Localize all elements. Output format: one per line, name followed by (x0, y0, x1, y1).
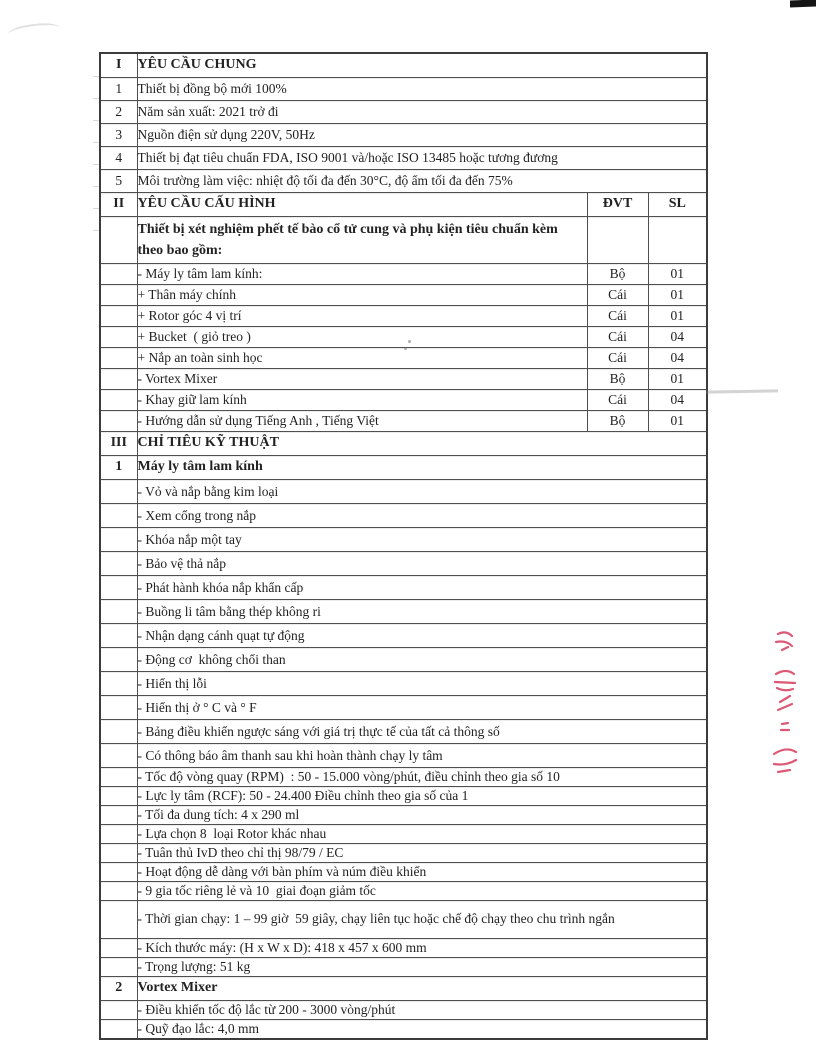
row-number-cell (100, 504, 137, 528)
table-row (100, 672, 707, 696)
scan-corner-artifact (790, 0, 816, 7)
spec-text-cell: - Kích thước máy: (H x W x D): 418 x 457 x 600 mm (137, 939, 707, 958)
spec-text-cell: + Rotor góc 4 vị trí (137, 306, 587, 327)
row-number-cell (100, 528, 137, 552)
table-row (100, 170, 707, 193)
row-number-cell (100, 882, 137, 901)
qty-cell: 01 (648, 264, 707, 285)
spec-text-cell: - Buồng li tâm bằng thép không ri (137, 600, 707, 624)
row-number-cell: I (100, 53, 137, 78)
table-row (100, 825, 707, 844)
table-row (100, 958, 707, 977)
table-row (100, 552, 707, 576)
spec-text-cell: Máy ly tâm lam kính (137, 456, 707, 480)
spec-text-cell: - Khay giữ lam kính (137, 390, 587, 411)
table-row (100, 147, 707, 170)
spec-text-cell: - Hướng dẫn sử dụng Tiếng Anh , Tiếng Việt (137, 411, 587, 432)
table-row (100, 78, 707, 101)
row-number-cell (100, 901, 137, 939)
row-number-cell (100, 390, 137, 411)
red-ink-annotation (762, 626, 806, 786)
spec-text-cell: - Lực ly tâm (RCF): 50 - 24.400 Điều chỉnh theo gia số của 1 (137, 787, 707, 806)
spec-table-body (100, 53, 707, 1039)
table-row (100, 863, 707, 882)
spec-text-cell: + Thân máy chính (137, 285, 587, 306)
table-row (100, 528, 707, 552)
table-row (100, 124, 707, 147)
unit-cell: Bộ (587, 369, 648, 390)
unit-cell (587, 217, 648, 264)
table-row (100, 101, 707, 124)
spec-text-cell: - Trọng lượng: 51 kg (137, 958, 707, 977)
qty-cell: 01 (648, 411, 707, 432)
row-number-cell (100, 958, 137, 977)
table-row (100, 390, 707, 411)
spec-text-cell: - Bảng điều khiển ngược sáng với giá trị thực tế của tất cả thông số (137, 720, 707, 744)
row-number-cell (100, 939, 137, 958)
unit-cell: Cái (587, 390, 648, 411)
table-row (100, 882, 707, 901)
spec-text-cell: Thiết bị đạt tiêu chuẩn FDA, ISO 9001 và/hoặc ISO 13485 hoặc tương đương (137, 147, 707, 170)
table-row (100, 53, 707, 78)
spec-text-cell: CHỈ TIÊU KỸ THUẬT (137, 432, 707, 456)
spec-text-cell: - Điều khiển tốc độ lắc từ 200 - 3000 vòng/phút (137, 1001, 707, 1020)
spec-text-cell: - Hiển thị lỗi (137, 672, 707, 696)
row-number-cell (100, 720, 137, 744)
row-number-cell (100, 768, 137, 787)
row-number-cell: III (100, 432, 137, 456)
row-number-cell (100, 552, 137, 576)
spec-text-cell: - Xem cổng trong nắp (137, 504, 707, 528)
table-row (100, 939, 707, 958)
spec-text-cell: - Nhận dạng cánh quạt tự động (137, 624, 707, 648)
spec-text-cell: - Động cơ không chổi than (137, 648, 707, 672)
table-row (100, 285, 707, 306)
unit-cell: ĐVT (587, 193, 648, 217)
spec-text-cell: - Phát hành khóa nắp khẩn cấp (137, 576, 707, 600)
scan-smudge (7, 21, 60, 41)
table-row (100, 411, 707, 432)
table-row (100, 369, 707, 390)
row-number-cell: 4 (100, 147, 137, 170)
spec-text-cell: YÊU CẦU CẤU HÌNH (137, 193, 587, 217)
table-row (100, 1001, 707, 1020)
spec-text-cell: Vortex Mixer (137, 977, 707, 1001)
row-number-cell (100, 744, 137, 768)
spec-text-cell: - Hoạt động dễ dàng với bàn phím và núm điều khiển (137, 863, 707, 882)
spec-text-cell: - Khóa nắp một tay (137, 528, 707, 552)
row-number-cell (100, 806, 137, 825)
row-number-cell (100, 411, 137, 432)
row-number-cell (100, 787, 137, 806)
spec-text-cell: - Vỏ và nắp bằng kim loại (137, 480, 707, 504)
spec-text-cell: - Máy ly tâm lam kính: (137, 264, 587, 285)
table-row (100, 576, 707, 600)
spec-text-cell: - Tuân thủ IvD theo chỉ thị 98/79 / EC (137, 844, 707, 863)
table-row (100, 600, 707, 624)
scan-dot-smudge (404, 340, 414, 352)
qty-cell: 01 (648, 369, 707, 390)
row-number-cell: 5 (100, 170, 137, 193)
row-number-cell (100, 696, 137, 720)
table-row (100, 432, 707, 456)
unit-cell: Cái (587, 327, 648, 348)
row-number-cell (100, 348, 137, 369)
row-number-cell (100, 264, 137, 285)
row-number-cell (100, 624, 137, 648)
table-row (100, 306, 707, 327)
row-number-cell: 3 (100, 124, 137, 147)
table-row (100, 1020, 707, 1040)
unit-cell: Cái (587, 348, 648, 369)
table-row (100, 217, 707, 264)
spec-text-cell: + Nắp an toàn sinh học (137, 348, 587, 369)
spec-text-cell: - Lựa chọn 8 loại Rotor khác nhau (137, 825, 707, 844)
qty-cell: 04 (648, 327, 707, 348)
spec-text-cell: - Quỹ đạo lắc: 4,0 mm (137, 1020, 707, 1040)
row-number-cell (100, 480, 137, 504)
spec-text-cell: + Bucket ( giỏ treo ) (137, 327, 587, 348)
row-number-cell: 1 (100, 456, 137, 480)
row-number-cell (100, 825, 137, 844)
row-number-cell (100, 600, 137, 624)
row-number-cell (100, 327, 137, 348)
spec-text-cell: - Có thông báo âm thanh sau khi hoàn thành chạy ly tâm (137, 744, 707, 768)
spec-text-cell: - Vortex Mixer (137, 369, 587, 390)
table-row (100, 696, 707, 720)
table-row (100, 901, 707, 939)
row-number-cell (100, 844, 137, 863)
row-number-cell (100, 217, 137, 264)
row-number-cell (100, 1001, 137, 1020)
table-row (100, 264, 707, 285)
table-row (100, 624, 707, 648)
spec-text-cell: Nguồn điện sử dụng 220V, 50Hz (137, 124, 707, 147)
unit-cell: Bộ (587, 411, 648, 432)
spec-text-cell: - Bảo vệ thả nắp (137, 552, 707, 576)
spec-text-cell: Thiết bị đồng bộ mới 100% (137, 78, 707, 101)
table-row (100, 977, 707, 1001)
row-number-cell: 1 (100, 78, 137, 101)
row-number-cell (100, 285, 137, 306)
table-row (100, 844, 707, 863)
table-row (100, 768, 707, 787)
spec-text-cell: Thiết bị xét nghiệm phết tế bào cổ tử cung và phụ kiện tiêu chuẩn kèm theo bao gồm: (137, 217, 587, 264)
spec-text-cell: Môi trường làm việc: nhiệt độ tối đa đến 30°C, độ ẩm tối đa đến 75% (137, 170, 707, 193)
table-row (100, 720, 707, 744)
table-row (100, 480, 707, 504)
spec-text-cell: - 9 gia tốc riêng lẻ và 10 giai đoạn giảm tốc (137, 882, 707, 901)
qty-cell: 01 (648, 306, 707, 327)
row-number-cell (100, 576, 137, 600)
qty-cell: 01 (648, 285, 707, 306)
table-row (100, 456, 707, 480)
row-number-cell: II (100, 193, 137, 217)
unit-cell: Bộ (587, 264, 648, 285)
table-row (100, 787, 707, 806)
row-number-cell: 2 (100, 101, 137, 124)
spec-text-cell: Năm sản xuất: 2021 trở đi (137, 101, 707, 124)
unit-cell: Cái (587, 306, 648, 327)
table-row (100, 806, 707, 825)
table-row (100, 744, 707, 768)
qty-cell: 04 (648, 348, 707, 369)
spec-text-cell: - Tối đa dung tích: 4 x 290 ml (137, 806, 707, 825)
scan-line-artifact (706, 389, 778, 393)
row-number-cell: 2 (100, 977, 137, 1001)
spec-table (99, 52, 708, 1040)
spec-text-cell: - Thời gian chạy: 1 – 99 giờ 59 giây, chạy liên tục hoặc chế độ chạy theo chu trình ngắn (137, 901, 707, 939)
row-number-cell (100, 648, 137, 672)
spec-text-cell: - Hiển thị ở ° C và ° F (137, 696, 707, 720)
row-number-cell (100, 863, 137, 882)
qty-cell: SL (648, 193, 707, 217)
row-number-cell (100, 369, 137, 390)
row-number-cell (100, 1020, 137, 1040)
unit-cell: Cái (587, 285, 648, 306)
spec-text-cell: YÊU CẦU CHUNG (137, 53, 707, 78)
qty-cell (648, 217, 707, 264)
table-row (100, 193, 707, 217)
spec-text-cell: - Tốc độ vòng quay (RPM) : 50 - 15.000 vòng/phút, điều chỉnh theo gia số 10 (137, 768, 707, 787)
table-row (100, 648, 707, 672)
qty-cell: 04 (648, 390, 707, 411)
table-row (100, 504, 707, 528)
row-number-cell (100, 306, 137, 327)
row-number-cell (100, 672, 137, 696)
